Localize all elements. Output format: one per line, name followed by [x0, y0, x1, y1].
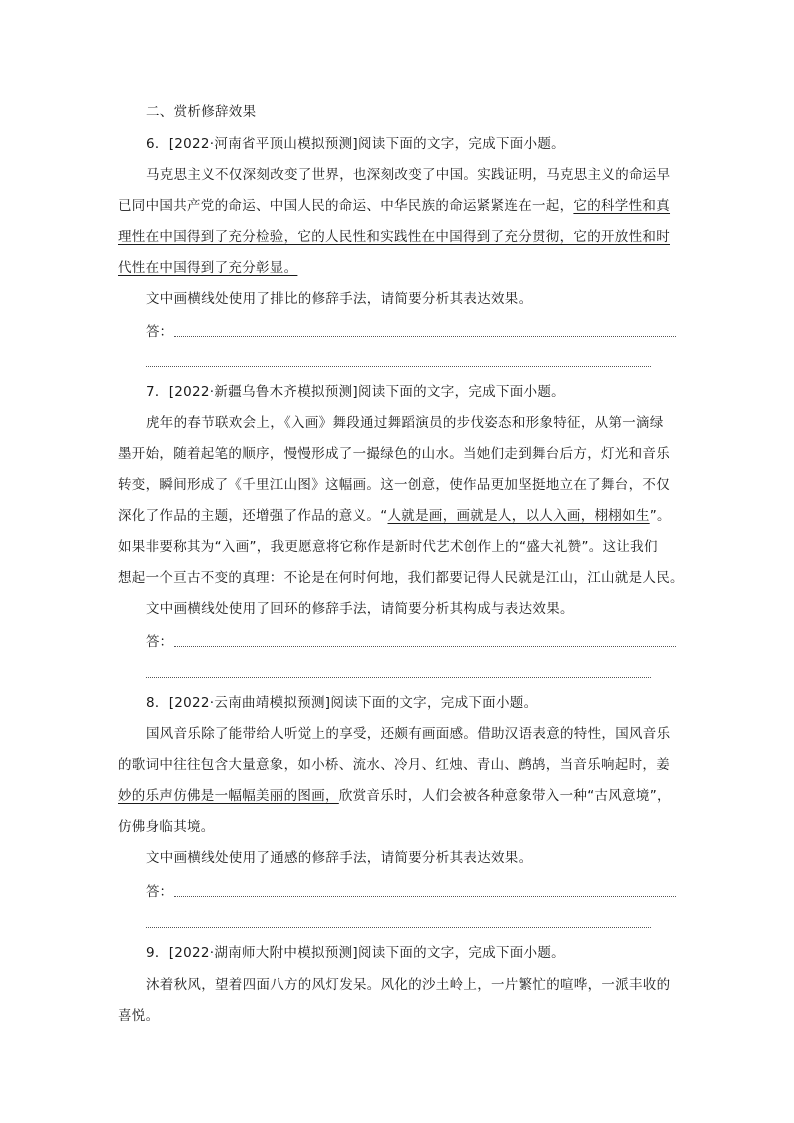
q8-underlined-text: 妙的乐声仿佛是一幅幅美丽的图画，	[118, 788, 339, 804]
q8-prompt: 文中画横线处使用了通感的修辞手法，请简要分析其表达效果。	[146, 850, 533, 866]
q8-paragraph-line-1: 国风音乐除了能带给人听觉上的享受，还颇有画面感。借助汉语表意的特性，国风音乐	[146, 726, 671, 742]
q7-answer-row[interactable]	[146, 632, 676, 652]
answer-label: 答：	[146, 884, 173, 900]
q8-paragraph-line-4: 仿佛身临其境。	[118, 819, 215, 835]
q9-paragraph-line-2: 喜悦。	[118, 1008, 160, 1024]
q6-answer-row[interactable]	[146, 322, 676, 342]
answer-line[interactable]	[146, 927, 651, 928]
q7-plain-text: 深化了作品的主题，还增强了作品的意义。“	[118, 508, 388, 524]
q6-header: 6．[2022·河南省平顶山模拟预测]阅读下面的文字，完成下面小题。	[146, 136, 565, 152]
q7-underlined-text: 人就是画，画就是人，以人入画，栩栩如生	[387, 508, 650, 524]
q7-paragraph-line-5: 如果非要称其为“入画”，我更愿意将它称作是新时代艺术创作上的“盛大礼赞”。这让我们	[118, 539, 658, 555]
answer-label: 答：	[146, 324, 173, 340]
q6-underlined-text: 它的科学性和真	[573, 198, 671, 214]
answer-line[interactable]	[174, 336, 676, 337]
q7-paragraph-line-4	[118, 506, 678, 526]
q7-paragraph-line-1: 虎年的春节联欢会上，《入画》舞段通过舞蹈演员的步伐姿态和形象特征，从第一滴绿	[146, 415, 664, 431]
answer-line[interactable]	[146, 677, 651, 678]
q9-header: 9．[2022·湖南师大附中模拟预测]阅读下面的文字，完成下面小题。	[146, 945, 565, 961]
q6-paragraph-line-4: 代性在中国得到了充分彰显。	[118, 260, 298, 276]
q7-paragraph-line-3: 转变，瞬间形成了《千里江山图》这幅画。这一创意，使作品更加坚挺地立在了舞台，不仅	[118, 477, 670, 493]
q6-plain-text: 已同中国共产党的命运、中国人民的命运、中华民族的命运紧紧连在一起，	[118, 198, 574, 214]
answer-line[interactable]	[174, 896, 676, 897]
answer-line[interactable]	[146, 366, 651, 367]
section-title: 二、赏析修辞效果	[146, 104, 257, 120]
q7-plain-text-end: ”。	[649, 508, 671, 524]
q8-header: 8．[2022·云南曲靖模拟预测]阅读下面的文字，完成下面小题。	[146, 695, 538, 711]
q7-prompt: 文中画横线处使用了回环的修辞手法，请简要分析其构成与表达效果。	[146, 601, 574, 617]
q7-paragraph-line-6: 想起一个亘古不变的真理：不论是在何时何地，我们都要记得人民就是江山，江山就是人民。	[118, 570, 684, 586]
answer-line[interactable]	[174, 646, 676, 647]
q7-paragraph-line-2: 墨开始，随着起笔的顺序，慢慢形成了一撮绿色的山水。当她们走到舞台后方，灯光和音乐	[118, 446, 670, 462]
q8-paragraph-line-3	[118, 786, 678, 806]
q9-paragraph-line-1: 沐着秋风，望着四面八方的风灯发呆。风化的沙土岭上，一片繁忙的喧哗，一派丰收的	[146, 977, 671, 993]
q8-plain-text: 欣赏音乐时，人们会被各种意象带入一种“古风意境”，	[338, 788, 671, 804]
answer-label: 答：	[146, 634, 173, 650]
q6-paragraph-line-1: 马克思主义不仅深刻改变了世界，也深刻改变了中国。实践证明，马克思主义的命运早	[146, 167, 671, 183]
q6-paragraph-line-2	[118, 196, 678, 216]
q8-paragraph-line-2: 的歌词中往往包含大量意象，如小桥、流水、冷月、红烛、青山、鹧鸪，当音乐响起时，姜	[118, 757, 670, 773]
q8-answer-row[interactable]	[146, 882, 676, 902]
q7-header: 7．[2022·新疆乌鲁木齐模拟预测]阅读下面的文字，完成下面小题。	[146, 384, 565, 400]
q6-prompt: 文中画横线处使用了排比的修辞手法，请简要分析其表达效果。	[146, 291, 533, 307]
q6-paragraph-line-3: 理性在中国得到了充分检验，它的人民性和实践性在中国得到了充分贯彻，它的开放性和时	[118, 229, 670, 245]
